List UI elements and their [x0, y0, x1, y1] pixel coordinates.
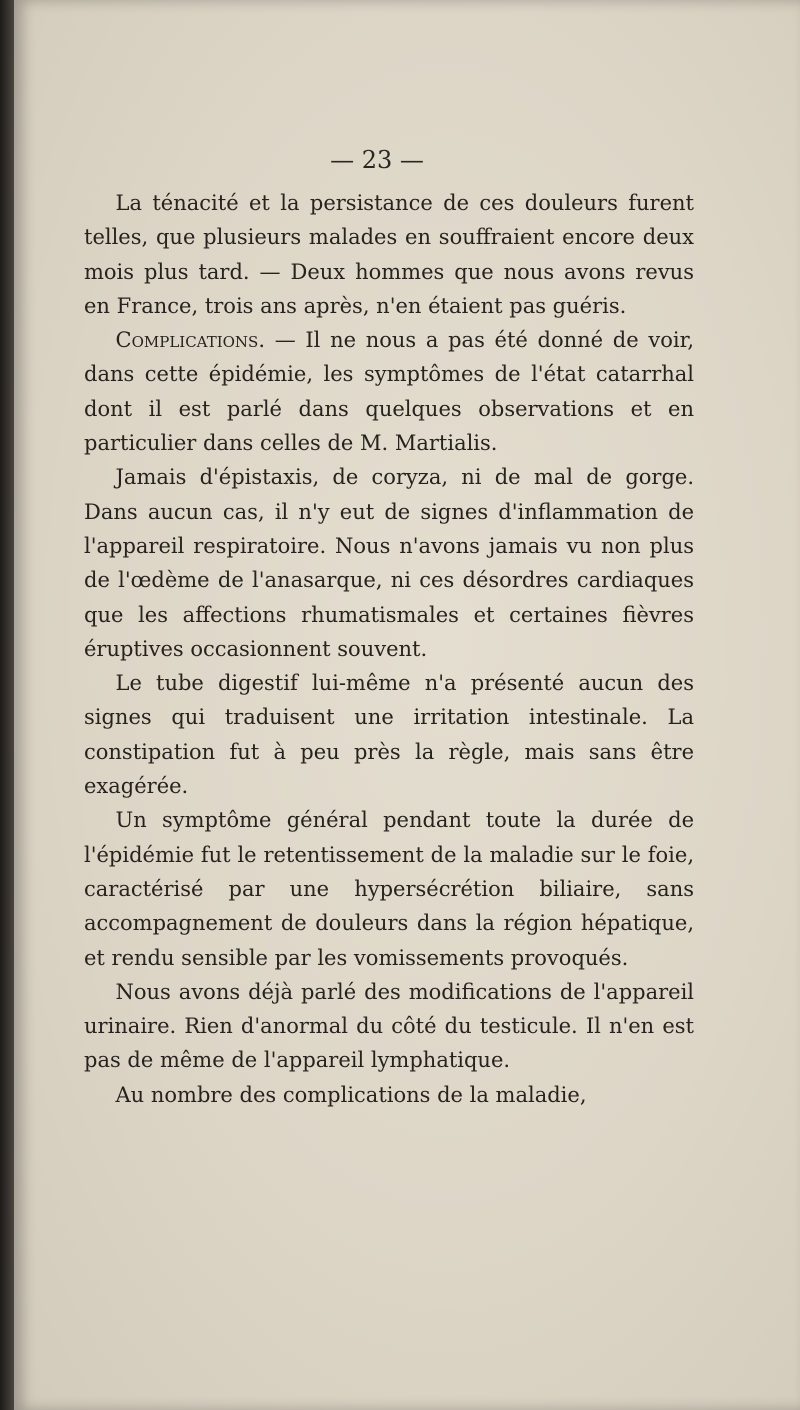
book-page: [14, 0, 800, 1410]
page-number: — 23 —: [330, 146, 424, 174]
paragraph-4: Le tube digestif lui-même n'a présenté aucun des signes qui traduisent une irritation intestinale. La constipation fut à peu près la règle, mais sans être exagérée.: [84, 671, 694, 799]
paragraph-7: Au nombre des complications de la maladie,: [115, 1082, 587, 1107]
paragraph-6: Nous avons déjà parlé des modifications de l'appareil urinaire. Rien d'anormal du côté du testicule. Il n'en est pas de même de l'appareil lymphatique.: [84, 979, 694, 1073]
paragraph-2: [84, 323, 694, 460]
paragraph-3: Jamais d'épistaxis, de coryza, ni de mal de gorge. Dans aucun cas, il n'y eut de signes d'inflammation de l'appareil respiratoire. Nous n'avons jamais vu non plus de l'œdème de l'anasarque, ni ces désordres cardiaques que les affections rhumatismales et certaines fièvres éruptives occasionnent souvent.: [84, 465, 694, 661]
paragraph-2-text: — Il ne nous a pas été donné de voir, dans cette épidémie, les symptômes de l'état catarrhal dont il est parlé dans quelques observations et en particulier dans celles de M. Martialis.: [84, 328, 694, 456]
section-heading-complications: Complications.: [115, 328, 265, 353]
paragraph-1: La ténacité et la persistance de ces douleurs furent telles, que plusieurs malades en souffraient encore deux mois plus tard. — Deux hommes que nous avons revus en France, trois ans après, n'en étaient pas guéris.: [84, 191, 694, 318]
body-text: [84, 186, 694, 1112]
book-spine: [0, 0, 14, 1410]
paragraph-5: Un symptôme général pendant toute la durée de l'épidémie fut le retentissement de la maladie sur le foie, caractérisé par une hypersécrétion biliaire, sans accompagnement de douleurs dans la région hépatique, et rendu sensible par les vomissements provoqués.: [84, 808, 694, 970]
